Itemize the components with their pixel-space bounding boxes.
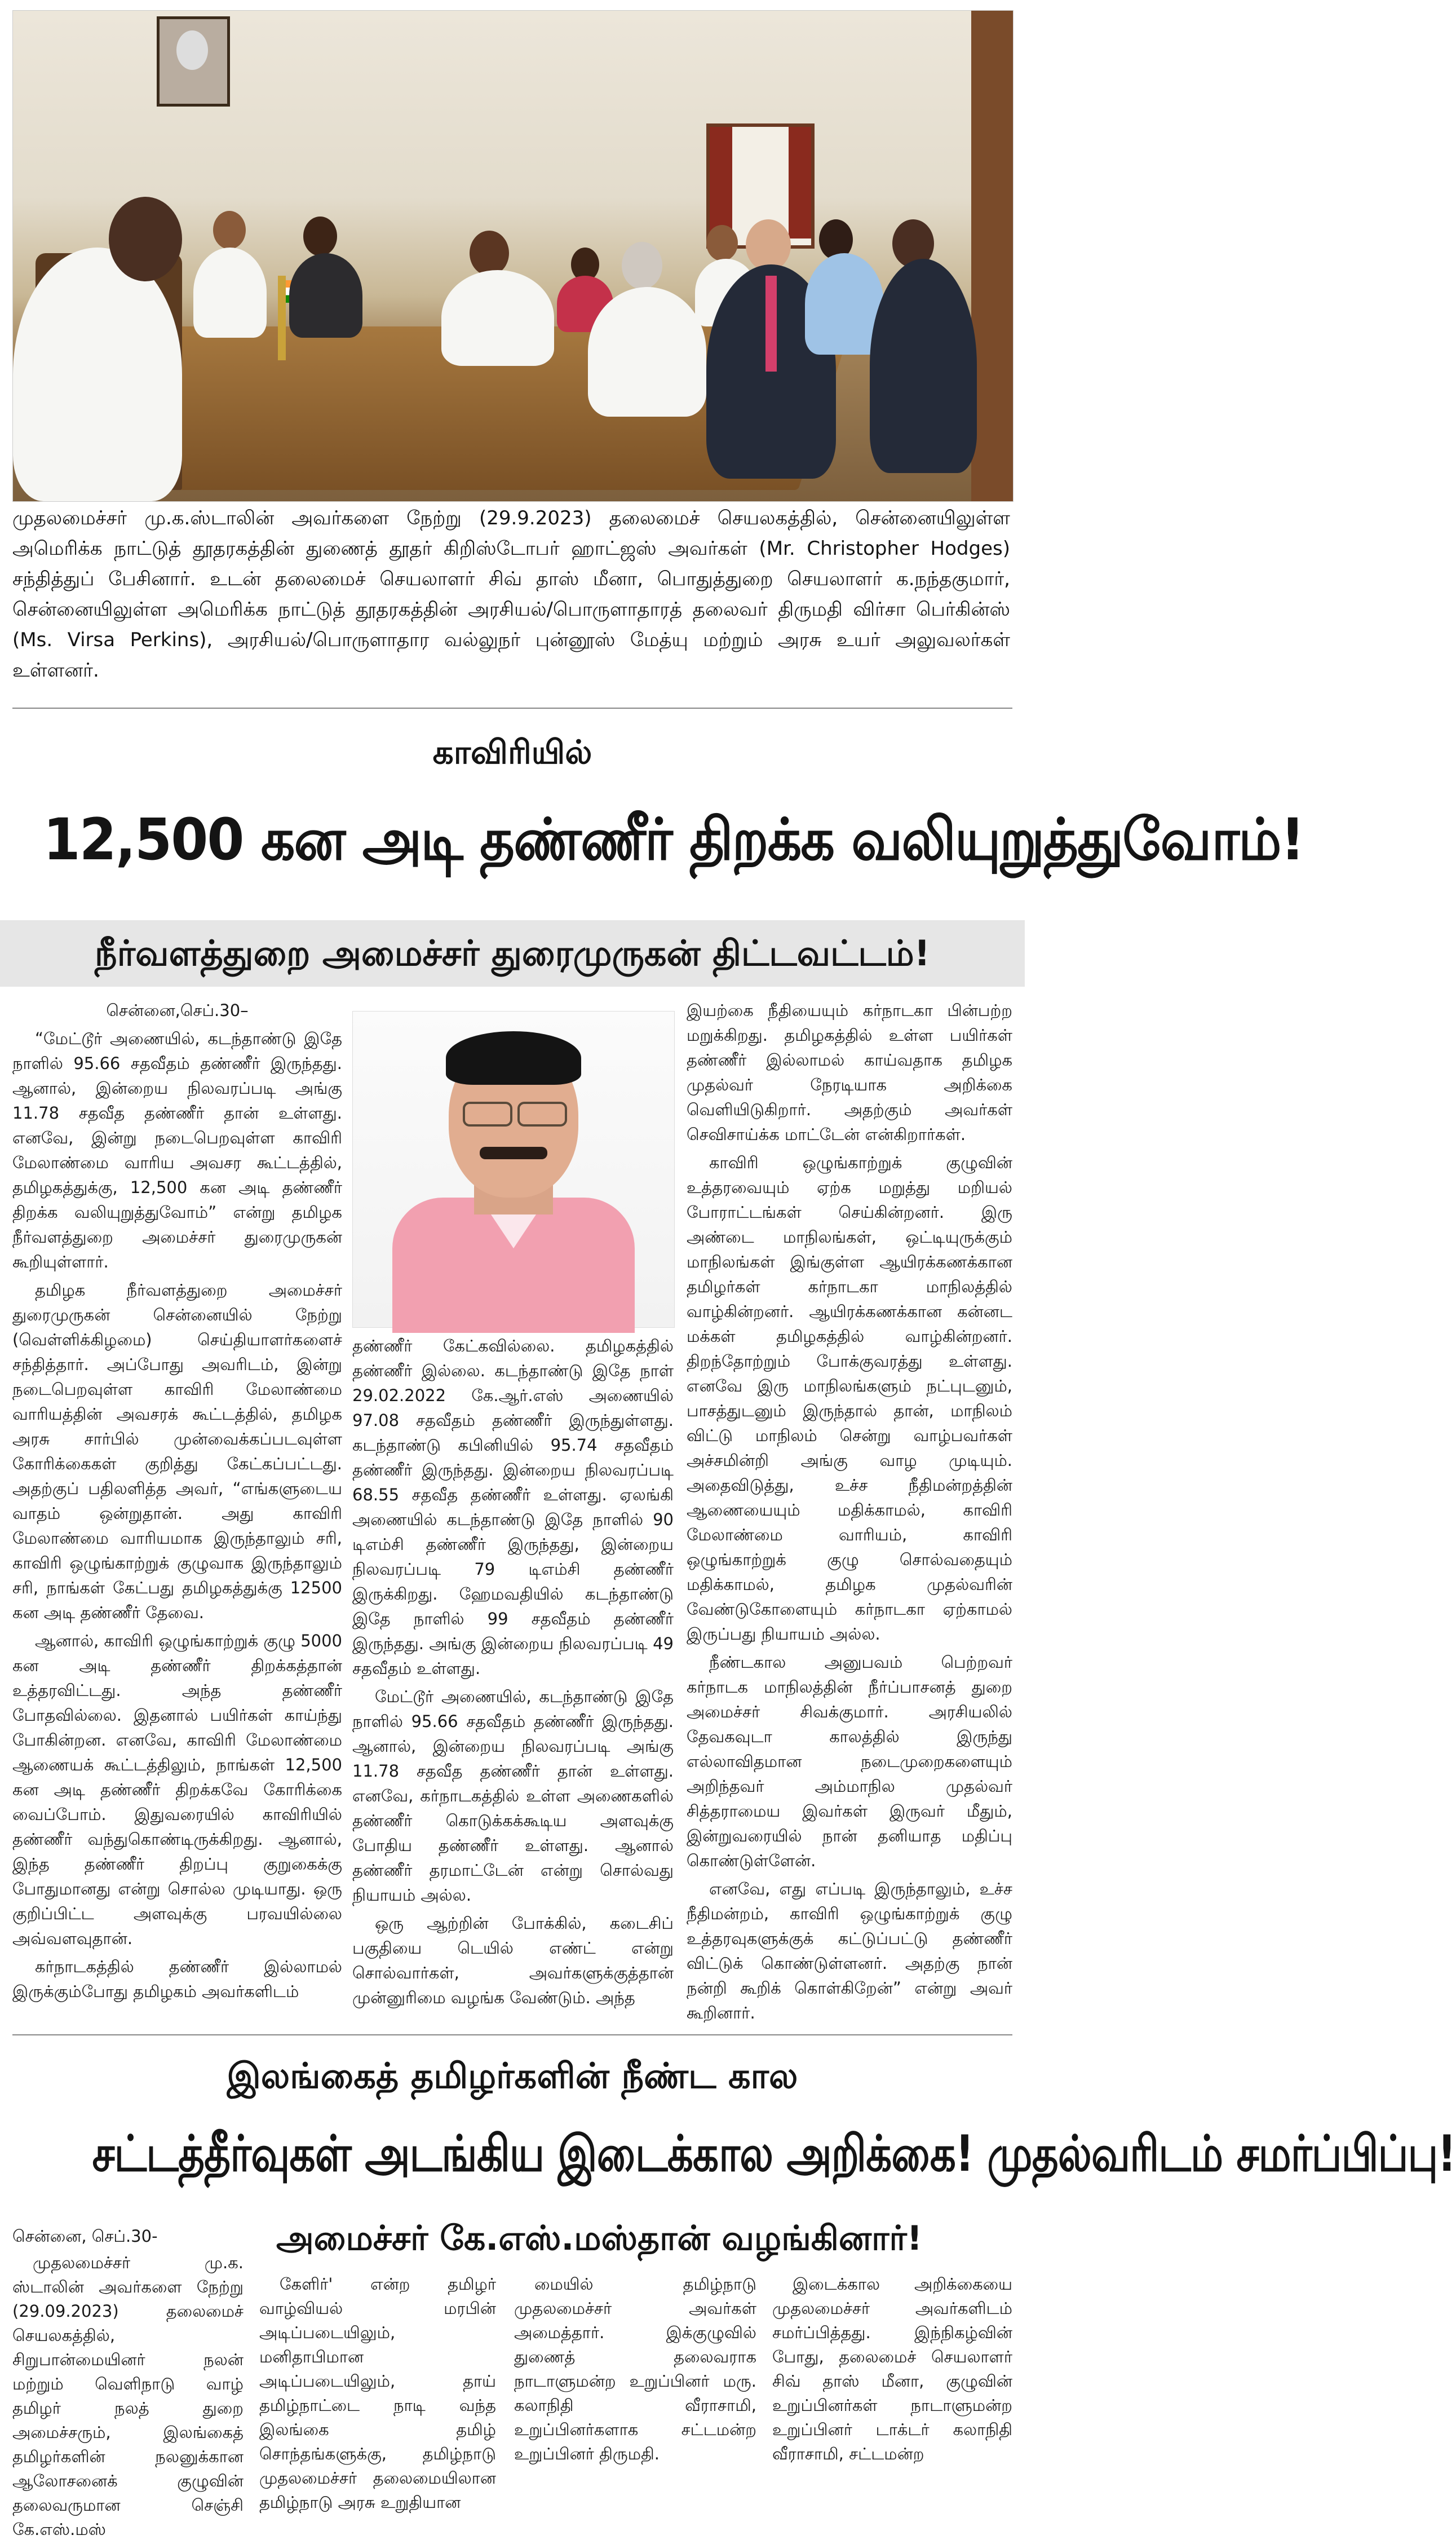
article2-column-4 xyxy=(772,2272,1012,2468)
article2-column-1 xyxy=(12,2224,244,2544)
divider xyxy=(12,708,1012,709)
minister-portrait xyxy=(352,1011,675,1328)
paragraph: இயற்கை நீதியையும் கர்நாடகா பின்பற்ற மறுக்கிறது. தமிழகத்தில் உள்ள பயிர்கள் தண்ணீர் இல்லாமல் காய்வதாக தமிழக முதல்வர் நேரடியாக அறிக்கை வெளியிடுகிறார். அதற்கும் அவர்கள் செவிசாய்க்க மாட்டேன் என்கிறார்கள். xyxy=(687,1001,1012,1144)
wall-portrait-frame xyxy=(157,16,230,107)
article1-headline: 12,500 கன அடி தண்ணீர் திறக்க வலியுறுத்துவோம்! xyxy=(43,806,1304,873)
paragraph: தமிழக நீர்வளத்துறை அமைச்சர் துரைமுருகன் சென்னையில் நேற்று (வெள்ளிக்கிழமை) செய்தியாளர்களைச் சந்தித்தார். அப்போது அவரிடம், இன்று நடைபெறவுள்ள காவிரி மேலாண்மை வாரியத்தின் அவசரக் கூட்டத்தில், தமிழக அரசு சார்பில் முன்வைக்கப்படவுள்ள கோரிக்கைகள் குறித்து கேட்கப்பட்டது. அதற்குப் பதிலளித்த அவர், “எங்களுடைய வாதம் ஒன்றுதான். அது காவிரி மேலாண்மை வாரியமாக இருந்தாலும் சரி, காவிரி ஒழுங்காற்றுக் குழுவாக இருந்தாலும் சரி, நாங்கள் கேட்பது தமிழகத்துக்கு 12500 கன அடி தண்ணீர் தேவை. xyxy=(12,1280,342,1622)
divider xyxy=(12,2034,1012,2035)
article2-column-3 xyxy=(514,2272,756,2468)
paragraph: தண்ணீர் கேட்கவில்லை. தமிழகத்தில் தண்ணீர் இல்லை. கடந்தாண்டு இதே நாள் 29.02.2022 கே.ஆர்.எஸ் அணையில் 97.08 சதவீதம் தண்ணீர் இருந்துள்ளது. கடந்தாண்டு கபினியில் 95.74 சதவீதம் தண்ணீர் இருந்தது. இன்றைய நிலவரப்படி 68.55 சதவீத தண்ணீர் உள்ளது. ஏலங்கி அணையில் கடந்தாண்டு இதே நாளில் 90 டிஎம்சி தண்ணீர் இருந்தது, இன்றைய நிலவரப்படி 79 டிஎம்சி தண்ணீர் இருக்கிறது. ஹேமவதியில் கடந்தாண்டு இதே நாளில் 99 சதவீதம் தண்ணீர் இருந்தது. அங்கு இன்றைய நிலவரப்படி 49 சதவீதம் உள்ளது. xyxy=(352,1336,674,1678)
paragraph: நீண்டகால அனுபவம் பெற்றவர் கர்நாடக மாநிலத்தின் நீர்ப்பாசனத் துறை அமைச்சர் சிவக்குமார். அரசியலில் தேவகவுடா காலத்தில் இருந்து எல்லாவிதமான நடைமுறைகளையும் அறிந்தவர் அம்மாநில முதல்வர் சித்தராமைய இவர்கள் இருவர் மீதும், இன்றுவரையில் நான் தனியாத மதிப்பு கொண்டுள்ளேன். xyxy=(687,1653,1012,1870)
paragraph: ஆனால், காவிரி ஒழுங்காற்றுக் குழு 5000 கன அடி தண்ணீர் திறக்கத்தான் உத்தரவிட்டது. அந்த தண்ணீர் போதவில்லை. இதனால் பயிர்கள் காய்ந்து போகின்றன. எனவே, காவிரி மேலாண்மை ஆணையக் கூட்டத்திலும், நாங்கள் 12,500 கன அடி தண்ணீர் திறக்கவே கோரிக்கை வைப்போம். இதுவரையில் காவிரியில் தண்ணீர் வந்துகொண்டிருக்கிறது. ஆனால், இந்த தண்ணீர் திறப்பு குறுகைக்கு போதுமானது என்று சொல்ல முடியாது. ஒரு குறிப்பிட்ட அளவுக்கு பரவயில்லை அவ்வளவுதான். xyxy=(12,1631,342,1948)
article2-subhead: அமைச்சர் கே.எஸ்.மஸ்தான் வழங்கினார்! xyxy=(276,2219,923,2258)
article1-column-1 xyxy=(12,998,342,2007)
paragraph: எனவே, எது எப்படி இருந்தாலும், உச்ச நீதிமன்றம், காவிரி ஒழுங்காற்றுக் குழு உத்தரவுகளுக்குக் கட்டுப்பட்டு தண்ணீர் விட்டுக் கொண்டுள்ளனர். அதற்கு நான் நன்றி கூறிக் கொள்கிறேன்” என்று அவர் கூறினார். xyxy=(687,1879,1012,2022)
paragraph: “மேட்டூர் அணையில், கடந்தாண்டு இதே நாளில் 95.66 சதவீதம் தண்ணீர் இருந்தது. ஆனால், இன்றைய நிலவரப்படி அங்கு 11.78 சதவீத தண்ணீர் தான் உள்ளது. எனவே, இன்று நடைபெறவுள்ள காவிரி மேலாண்மை வாரிய அவசர கூட்டத்தில், தமிழகத்துக்கு, 12,500 கன அடி தண்ணீர் திறக்க வலியுறுத்துவோம்” என்று தமிழக நீர்வளத்துறை அமைச்சர் துரைமுருகன் கூறியுள்ளார். xyxy=(12,1029,342,1271)
paragraph: கர்நாடகத்தில் தண்ணீர் இல்லாமல் இருக்கும்போது தமிழகம் அவர்களிடம் xyxy=(12,1957,342,2001)
article1-column-3 xyxy=(687,998,1012,2029)
meeting-photo xyxy=(12,10,1014,502)
article2-column-2 xyxy=(259,2272,496,2517)
paragraph: கேளிர்' என்ற தமிழர் வாழ்வியல் மரபின் அடிப்படையிலும், மனிதாபிமான அடிப்படையிலும், தாய் தமிழ்நாட்டை நாடி வந்த இலங்கை தமிழ் சொந்தங்களுக்கு, தமிழ்நாடு முதலமைச்சர் தலைமையிலான தமிழ்நாடு அரசு உறுதியான xyxy=(259,2274,496,2512)
paragraph: ஒரு ஆற்றின் போக்கில், கடைசிப் பகுதியை டெயில் எண்ட் என்று சொல்வார்கள், அவர்களுக்குத்தான் முன்னுரிமை வழங்க வேண்டும். அந்த xyxy=(352,1914,674,2007)
paragraph: மேட்டூர் அணையில், கடந்தாண்டு இதே நாளில் 95.66 சதவீதம் தண்ணீர் இருந்தது. ஆனால், இன்றைய நிலவரப்படி அங்கு 11.78 சதவீத தண்ணீர் தான் உள்ளது. எனவே, கர்நாடகத்தில் உள்ள அணைகளில் தண்ணீர் கொடுக்கக்கூடிய அளவுக்கு போதிய தண்ணீர் உள்ளது. ஆனால் தண்ணீர் தரமாட்டேன் என்று சொல்வது நியாயம் அல்ல. xyxy=(352,1687,674,1905)
article1-column-2 xyxy=(352,1333,674,2013)
photo-caption: முதலமைச்சர் மு.க.ஸ்டாலின் அவர்களை நேற்று (29.9.2023) தலைமைச் செயலகத்தில், சென்னையிலுள்ள அமெரிக்க நாட்டுத் தூதரகத்தின் துணைத் தூதர் கிறிஸ்டோபர் ஹாட்ஜஸ் அவர்கள் (Mr. Christopher Hodges) சந்தித்துப் பேசினார். உடன் தலைமைச் செயலாளர் சிவ் தாஸ் மீனா, பொதுத்துறை செயலாளர் க.நந்தகுமார், சென்னையிலுள்ள அமெரிக்க நாட்டுத் தூதரகத்தின் அரசியல்/பொருளாதாரத் தலைவர் திருமதி விர்சா பெர்கின்ஸ் (Ms. Virsa Perkins), அரசியல்/பொருளாதார வல்லுநர் புன்னூஸ் மேத்யு மற்றும் அரசு உயர் அலுவலர்கள் உள்ளனர். xyxy=(12,507,1010,682)
paragraph: காவிரி ஒழுங்காற்றுக் குழுவின் உத்தரவையும் ஏற்க மறுத்து மறியல் போராட்டங்கள் செய்கின்றனர். இரு அண்டை மாநிலங்கள், ஒட்டியுருக்கும் மாநிலங்கள் இங்குள்ள ஆயிரக்கணக்கான தமிழர்கள் கர்நாடகா மாநிலத்தில் வாழ்கின்றனர். ஆயிரக்கணக்கான கன்னட மக்கள் தமிழகத்தில் வாழ்கின்றனர். திறந்தோற்றும் போக்குவரத்து உள்ளது. எனவே இரு மாநிலங்களும் நட்புடனும், பாசத்துடனும் இருந்தால் தான், மாநிலம் விட்டு மாநிலம் சென்று வாழ்பவர்கள் அச்சமின்றி அங்கு வாழ முடியும். அதைவிடுத்து, உச்ச நீதிமன்றத்தின் ஆணையையும் மதிக்காமல், காவிரி மேலாண்மை வாரியம், காவிரி ஒழுங்காற்றுக் குழு சொல்வதையும் மதிக்காமல், தமிழக முதல்வரின் வேண்டுகோளையும் கர்நாடகா ஏற்காமல் இருப்பது நியாயம் அல்ல. xyxy=(687,1153,1012,1644)
paragraph: முதலமைச்சர் மு.க. ஸ்டாலின் அவர்களை நேற்று (29.09.2023) தலைமைச் செயலகத்தில், சிறுபான்மையினர் நலன் மற்றும் வெளிநாடு வாழ் தமிழர் நலத் துறை அமைச்சரும், இலங்கைத் தமிழர்களின் நலனுக்கான ஆலோசனைக் குழுவின் தலைவருமான செஞ்சி கே.எஸ்.மஸ் xyxy=(12,2253,244,2539)
article1-kicker: காவிரியில் xyxy=(432,733,592,771)
article2-kicker: இலங்கைத் தமிழர்களின் நீண்ட கால xyxy=(227,2055,798,2096)
article1-subhead: நீர்வளத்துறை அமைச்சர் துரைமுருகன் திட்டவட்டம்! xyxy=(0,920,1025,987)
paragraph: இடைக்கால அறிக்கையை முதலமைச்சர் அவர்களிடம் சமர்ப்பித்தது. இந்நிகழ்வின் போது, தலைமைச் செயலாளர் சிவ் தாஸ் மீனா, குழுவின் உறுப்பினர்கள் நாடாளுமன்ற உறுப்பினர் டாக்டர் கலாநிதி வீராசாமி, சட்டமன்ற xyxy=(772,2274,1012,2463)
dateline: சென்னை, செப்.30- xyxy=(12,2227,158,2246)
article2-headline: சட்டத்தீர்வுகள் அடங்கிய இடைக்கால அறிக்கை! முதல்வரிடம் சமர்ப்பிப்பு! xyxy=(92,2125,1456,2183)
dateline: சென்னை,செப்.30– xyxy=(106,1001,249,1020)
paragraph: மையில் தமிழ்நாடு முதலமைச்சர் அவர்கள் அமைத்தார். இக்குழுவில் துணைத் தலைவராக நாடாளுமன்ற உறுப்பினர் மரு. கலாநிதி வீராசாமி, உறுப்பினர்களாக சட்டமன்ற உறுப்பினர் திருமதி. xyxy=(514,2274,756,2463)
